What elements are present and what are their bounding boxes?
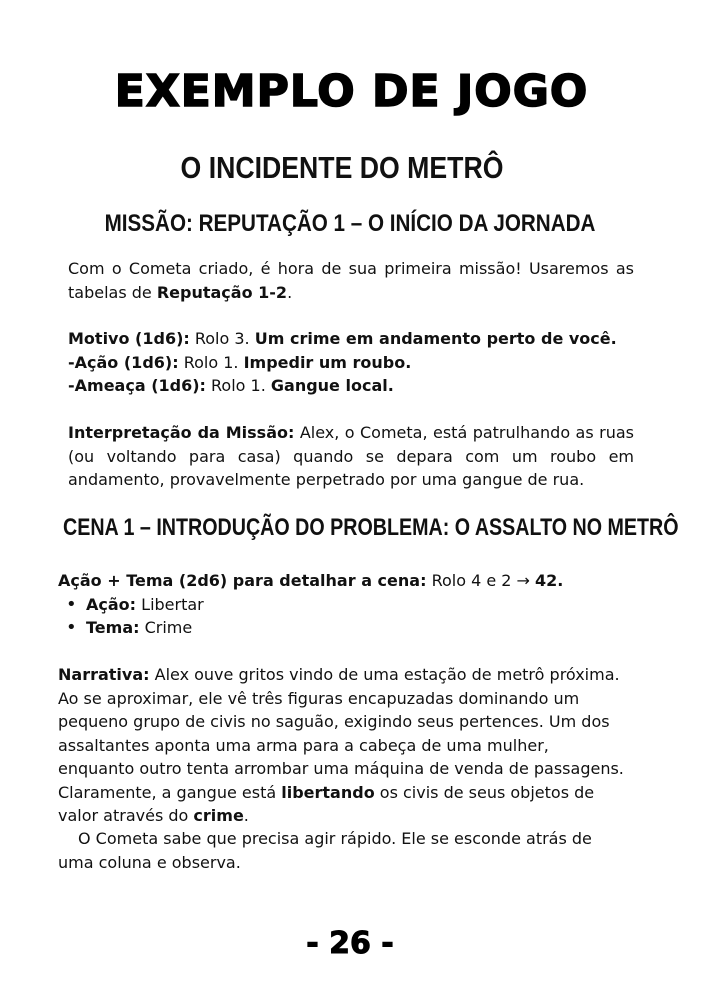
scene-roll: Ação + Tema (2d6) para detalhar a cena: Rolo 4 e 2 → 42. • Ação: Libertar • Tema: Crime bbox=[58, 569, 658, 640]
page-subtitle: O INCIDENTE DO METRÔ bbox=[180, 150, 504, 185]
roll-acao: -Ação (1d6): Rolo 1. Impedir um roubo. bbox=[68, 352, 412, 372]
roll-motivo: Motivo (1d6): Rolo 3. Um crime em andamento perto de você. bbox=[68, 329, 617, 348]
page-title: EXEMPLO DE JOGO bbox=[114, 66, 589, 117]
rolls-list bbox=[68, 327, 668, 398]
interpretation-paragraph: Interpretação da Missão: Alex, o Cometa, está patrulhando as ruas (ou voltando para casa) quando se depara com um roubo em andamento, provavelmente perpetrado por uma gangue de rua. bbox=[68, 423, 634, 489]
scene-list bbox=[58, 593, 658, 640]
mission-heading: MISSÃO: REPUTAÇÃO 1 – O INÍCIO DA JORNADA bbox=[104, 210, 596, 237]
roll-ameaca: -Ameaça (1d6): Rolo 1. Gangue local. bbox=[68, 376, 394, 395]
intro-paragraph: Com o Cometa criado, é hora de sua primeira missão! Usaremos as tabelas de Reputação 1-2. bbox=[68, 259, 634, 302]
scene-heading: CENA 1 – INTRODUÇÃO DO PROBLEMA: O ASSALTO NO METRÔ bbox=[63, 514, 679, 541]
list-item: • Tema: Crime bbox=[58, 616, 658, 640]
list-item: • Ação: Libertar bbox=[58, 593, 658, 617]
page-number: - 26 - bbox=[306, 926, 394, 961]
narrative-paragraph: Narrativa: Alex ouve gritos vindo de uma estação de metrô próxima. Ao se aproximar, ele vê três figuras encapuzadas dominando um pequeno grupo de civis no saguão, exigindo seus pertences. Um dos assaltantes aponta uma arma para a cabeça de uma mulher, enquanto outro tenta arrombar uma máquina de venda de passagens. Claramente, a gangue está libertando os civis de seus objetos de valor através do crime. bbox=[58, 665, 624, 825]
closing-paragraph: O Cometa sabe que precisa agir rápido. Ele se esconde atrás de uma coluna e observa. bbox=[58, 829, 592, 872]
